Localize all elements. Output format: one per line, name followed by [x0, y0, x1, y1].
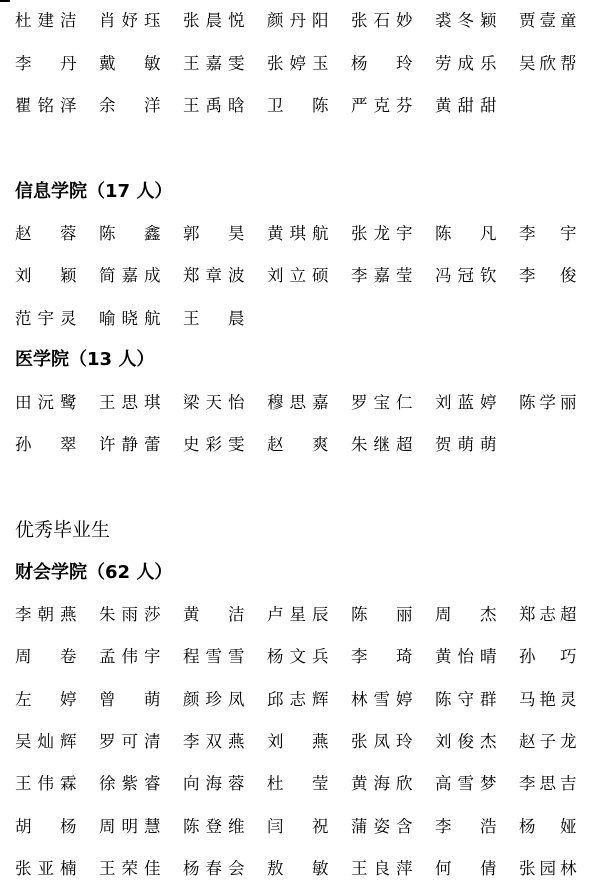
- student-name: 瞿铭泽: [15, 96, 77, 115]
- student-name: 刘立硕: [267, 266, 329, 285]
- name-row: [15, 52, 595, 76]
- student-name: 裘冬颖: [435, 11, 497, 30]
- name-row: [15, 433, 595, 457]
- student-name: 杜莹: [267, 774, 329, 793]
- student-name: 左婷: [15, 690, 77, 709]
- student-name: 颜珍凤: [183, 690, 245, 709]
- student-name: 许静蕾: [99, 435, 161, 454]
- student-name: 郑志超: [519, 605, 577, 624]
- student-name: 李浩: [435, 817, 497, 836]
- student-name: 李嘉莹: [351, 266, 413, 285]
- student-name: 黄洁: [183, 605, 245, 624]
- student-name: 卢星辰: [267, 605, 329, 624]
- section-title: 优秀毕业生: [15, 519, 111, 541]
- student-name: 罗宝仁: [351, 393, 413, 412]
- student-name: 周明慧: [99, 817, 161, 836]
- student-name: 王晨: [183, 309, 245, 328]
- student-name: 曾萌: [99, 690, 161, 709]
- student-name: 陈凡: [435, 224, 497, 243]
- student-name: 何倩: [435, 859, 497, 878]
- student-name: 史彩雯: [183, 435, 245, 454]
- student-name: 胡杨: [15, 817, 77, 836]
- student-name: 黄琪航: [267, 224, 329, 243]
- student-name: 卫陈: [267, 96, 329, 115]
- name-row: [15, 9, 595, 33]
- student-name: 田沅鹭: [15, 393, 77, 412]
- student-name: 张龙宇: [351, 224, 413, 243]
- student-name: 吴灿辉: [15, 732, 77, 751]
- student-name: 张亚楠: [15, 859, 77, 878]
- student-name: 余洋: [99, 96, 161, 115]
- student-name: 程雪雪: [183, 647, 245, 666]
- student-name: 黄海欣: [351, 774, 413, 793]
- student-name: 陈鑫: [99, 224, 161, 243]
- student-name: 李琦: [351, 647, 413, 666]
- student-name: 陈守群: [435, 690, 497, 709]
- student-name: 杨玲: [351, 54, 413, 73]
- student-name: 黄甜甜: [435, 96, 497, 115]
- student-name: 陈登维: [183, 817, 245, 836]
- name-row: [15, 815, 595, 839]
- student-name: 向海蓉: [183, 774, 245, 793]
- name-row: [15, 645, 595, 669]
- student-name: 王伟霖: [15, 774, 77, 793]
- student-name: 李朝燕: [15, 605, 77, 624]
- name-row: [15, 391, 595, 415]
- student-name: 李俊: [519, 266, 577, 285]
- student-name: 穆思嘉: [267, 393, 329, 412]
- student-name: 马艳灵: [519, 690, 577, 709]
- student-name: 张石妙: [351, 11, 413, 30]
- student-name: 张婷玉: [267, 54, 329, 73]
- student-name: 闫祝: [267, 817, 329, 836]
- student-name: 郭昊: [183, 224, 245, 243]
- student-name: 冯冠钦: [435, 266, 497, 285]
- student-name: 郑章波: [183, 266, 245, 285]
- college-heading: 财会学院（62 人）: [15, 562, 173, 583]
- student-name: 肖妤珏: [99, 11, 161, 30]
- student-name: 林雪婷: [351, 690, 413, 709]
- name-row: [15, 264, 595, 288]
- student-name: 王禹晗: [183, 96, 245, 115]
- student-name: 喻晓航: [99, 309, 161, 328]
- student-name: 吴欣帮: [519, 54, 577, 73]
- name-row: [15, 688, 595, 712]
- student-name: 梁天怡: [183, 393, 245, 412]
- student-name: 朱继超: [351, 435, 413, 454]
- name-row: [15, 94, 595, 118]
- student-name: 张园林: [519, 859, 577, 878]
- student-name: 张晨悦: [183, 11, 245, 30]
- student-name: 戴敏: [99, 54, 161, 73]
- student-name: 杨文兵: [267, 647, 329, 666]
- student-name: 周卷: [15, 647, 77, 666]
- student-name: 周杰: [435, 605, 497, 624]
- student-name: 蒲姿含: [351, 817, 413, 836]
- student-name: 李宇: [519, 224, 577, 243]
- student-name: 劳成乐: [435, 54, 497, 73]
- student-name: 刘蓝婷: [435, 393, 497, 412]
- student-name: 赵蓉: [15, 224, 77, 243]
- student-name: 王嘉雯: [183, 54, 245, 73]
- student-name: 李双燕: [183, 732, 245, 751]
- college-heading: 信息学院（17 人）: [15, 181, 173, 202]
- student-name: 赵爽: [267, 435, 329, 454]
- student-name: 张凤玲: [351, 732, 413, 751]
- student-name: 李丹: [15, 54, 77, 73]
- student-name: 徐紫睿: [99, 774, 161, 793]
- student-name: 孙巧: [519, 647, 577, 666]
- student-name: 简嘉成: [99, 266, 161, 285]
- name-row: [15, 603, 595, 627]
- name-row: [15, 730, 595, 754]
- student-name: 严克芬: [351, 96, 413, 115]
- name-row: [15, 307, 595, 331]
- name-row: [15, 222, 595, 246]
- student-name: 朱雨莎: [99, 605, 161, 624]
- top-rule: [0, 0, 10, 2]
- student-name: 王思琪: [99, 393, 161, 412]
- student-name: 邱志辉: [267, 690, 329, 709]
- student-name: 高雪梦: [435, 774, 497, 793]
- student-name: 敖敏: [267, 859, 329, 878]
- student-name: 孙翠: [15, 435, 77, 454]
- college-heading: 医学院（13 人）: [15, 349, 155, 370]
- student-name: 贺萌萌: [435, 435, 497, 454]
- student-name: 刘俊杰: [435, 732, 497, 751]
- student-name: 刘颖: [15, 266, 77, 285]
- student-name: 黄怡晴: [435, 647, 497, 666]
- student-name: 李思吉: [519, 774, 577, 793]
- student-name: 刘燕: [267, 732, 329, 751]
- student-name: 孟伟宇: [99, 647, 161, 666]
- name-row: [15, 857, 595, 881]
- student-name: 赵子龙: [519, 732, 577, 751]
- student-name: 王荣佳: [99, 859, 161, 878]
- student-name: 贾壹童: [519, 11, 577, 30]
- student-name: 范宇灵: [15, 309, 77, 328]
- student-name: 杜建洁: [15, 11, 77, 30]
- student-name: 陈学丽: [519, 393, 577, 412]
- student-name: 杨春会: [183, 859, 245, 878]
- student-name: 陈丽: [351, 605, 413, 624]
- name-row: [15, 772, 595, 796]
- student-name: 颜丹阳: [267, 11, 329, 30]
- student-name: 杨娅: [519, 817, 577, 836]
- student-name: 王良萍: [351, 859, 413, 878]
- student-name: 罗可清: [99, 732, 161, 751]
